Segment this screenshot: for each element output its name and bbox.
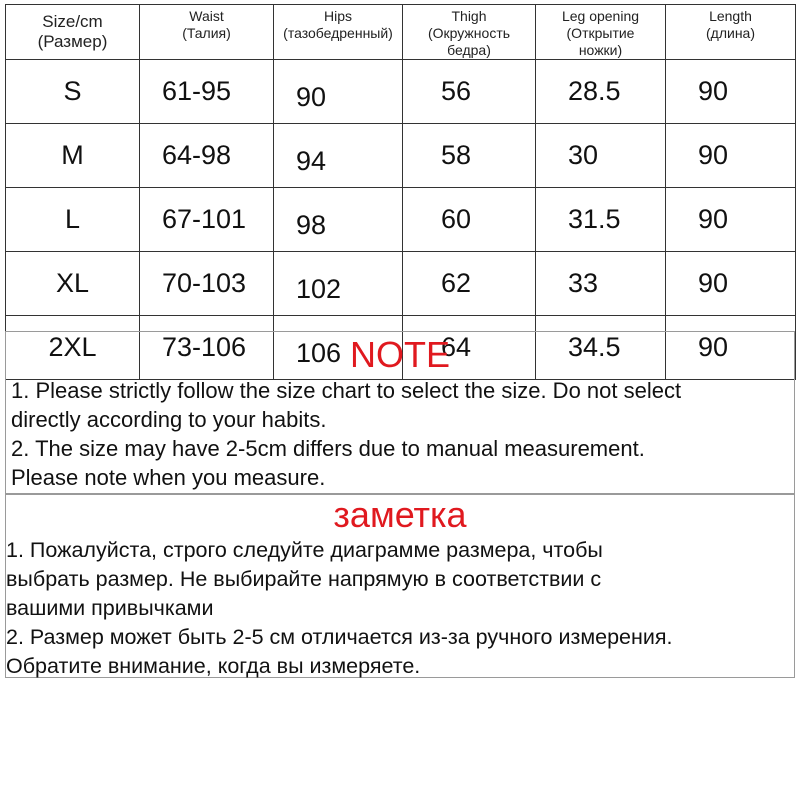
russian-note-line: выбрать размер. Не выбирайте напрямую в соответствии с (6, 567, 602, 591)
russian-note-line: Обратите внимание, когда вы измеряете. (6, 654, 421, 678)
header-length: Length (длина) (666, 5, 796, 60)
thigh-cell: 58 (403, 124, 536, 188)
header-size: Size/cm (Размер) (6, 5, 140, 60)
header-waist: Waist (Талия) (140, 5, 274, 60)
leg-opening-cell: 28.5 (536, 60, 666, 124)
size-cell: XL (6, 252, 140, 316)
russian-note-line: 1. Пожалуйста, строго следуйте диаграмме размера, чтобы (6, 538, 603, 562)
header-leg-opening: Leg opening (Открытие ножки) (536, 5, 666, 60)
size-cell: L (6, 188, 140, 252)
length-cell: 90 (666, 124, 796, 188)
table-row (6, 252, 796, 316)
leg-opening-cell: 30 (536, 124, 666, 188)
thigh-cell: 64 (403, 316, 536, 380)
length-cell: 90 (666, 60, 796, 124)
waist-cell: 67-101 (140, 188, 274, 252)
length-cell: 90 (666, 252, 796, 316)
length-cell: 90 (666, 316, 796, 380)
size-cell: 2XL (6, 316, 140, 380)
hips-cell: 94 (274, 124, 403, 188)
header-row (6, 5, 796, 60)
length-cell: 90 (666, 188, 796, 252)
russian-note-box (5, 493, 795, 678)
thigh-cell: 60 (403, 188, 536, 252)
thigh-cell: 62 (403, 252, 536, 316)
hips-cell: 102 (274, 252, 403, 316)
hips-cell: 98 (274, 188, 403, 252)
table-row (6, 60, 796, 124)
header-thigh: Thigh (Окружность бедра) (403, 5, 536, 60)
table-row (6, 188, 796, 252)
russian-note-title: заметка (333, 494, 467, 535)
size-cell: S (6, 60, 140, 124)
russian-note-line: вашими привычками (6, 596, 214, 620)
size-cell: M (6, 124, 140, 188)
header-hips: Hips (тазобедренный) (274, 5, 403, 60)
hips-cell: 106 (274, 316, 403, 380)
english-note-box (5, 331, 795, 495)
leg-opening-cell: 33 (536, 252, 666, 316)
thigh-cell: 56 (403, 60, 536, 124)
waist-cell: 61-95 (140, 60, 274, 124)
hips-cell: 90 (274, 60, 403, 124)
waist-cell: 64-98 (140, 124, 274, 188)
waist-cell: 73-106 (140, 316, 274, 380)
leg-opening-cell: 34.5 (536, 316, 666, 380)
note-title: NOTE (349, 334, 450, 375)
note-line: directly according to your habits. (11, 407, 327, 432)
note-line: 1. Please strictly follow the size chart to select the size. Do not select (11, 378, 682, 403)
waist-cell: 70-103 (140, 252, 274, 316)
size-chart-table (5, 4, 796, 380)
note-line: Please note when you measure. (11, 465, 326, 490)
russian-note-line: 2. Размер может быть 2-5 см отличается из-за ручного измерения. (6, 625, 673, 649)
table-row (6, 124, 796, 188)
leg-opening-cell: 31.5 (536, 188, 666, 252)
note-line: 2. The size may have 2-5cm differs due to manual measurement. (11, 436, 645, 461)
